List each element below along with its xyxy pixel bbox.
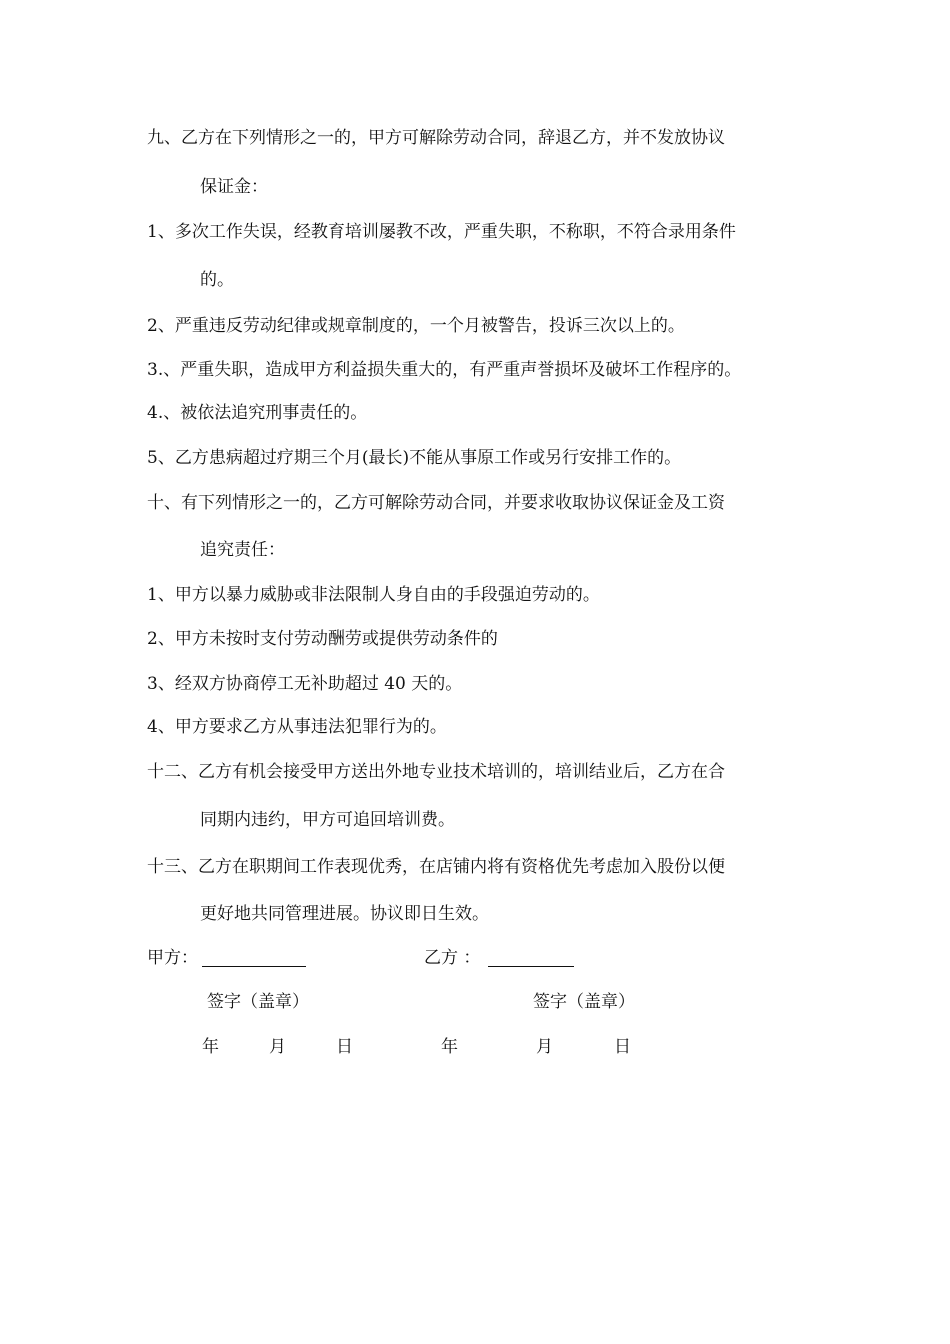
party-a-signature-line <box>202 948 306 967</box>
clause-9-item-2: 2、严重违反劳动纪律或规章制度的，一个月被警告，投诉三次以上的。 <box>147 316 685 336</box>
party-a-label: 甲方： <box>147 948 198 968</box>
party-b-signature-line <box>488 948 574 967</box>
clause-10-item-3: 3、经双方协商停工无补助超过 40 天的。 <box>147 674 463 694</box>
clause-9-line-2: 保证金： <box>200 177 268 197</box>
party-a-month-label: 月 <box>269 1037 286 1057</box>
party-a-sign-seal-label: 签字（盖章） <box>207 992 309 1012</box>
clause-10-item-2: 2、甲方未按时支付劳动酬劳或提供劳动条件的 <box>147 629 498 649</box>
clause-10-line-2: 追究责任： <box>200 540 285 560</box>
clause-9-item-4: 4.、被依法追究刑事责任的。 <box>147 403 368 423</box>
party-b-day-label: 日 <box>614 1037 631 1057</box>
clause-9-item-3: 3.、严重失职，造成甲方利益损失重大的，有严重声誉损坏及破坏工作程序的。 <box>147 360 742 380</box>
clause-10-item-1: 1、甲方以暴力威胁或非法限制人身自由的手段强迫劳动的。 <box>147 585 600 605</box>
clause-13-line-1: 十三、乙方在职期间工作表现优秀，在店铺内将有资格优先考虑加入股份以便 <box>147 857 725 877</box>
clause-9-item-1-line-2: 的。 <box>200 270 234 290</box>
clause-9-line-1: 九、乙方在下列情形之一的，甲方可解除劳动合同，辞退乙方，并不发放协议 <box>147 128 725 148</box>
clause-12-line-1: 十二、乙方有机会接受甲方送出外地专业技术培训的，培训结业后，乙方在合 <box>147 762 725 782</box>
party-a-year-label: 年 <box>202 1037 219 1057</box>
party-b-month-label: 月 <box>536 1037 553 1057</box>
party-a-day-label: 日 <box>336 1037 353 1057</box>
party-b-year-label: 年 <box>441 1037 458 1057</box>
clause-9-item-5: 5、乙方患病超过疗期三个月(最长)不能从事原工作或另行安排工作的。 <box>147 448 682 468</box>
clause-12-line-2: 同期内违约，甲方可追回培训费。 <box>200 810 455 830</box>
clause-13-line-2: 更好地共同管理进展。协议即日生效。 <box>200 904 489 924</box>
clause-9-item-1-line-1: 1、多次工作失误，经教育培训屡教不改，严重失职，不称职，不符合录用条件 <box>147 222 736 242</box>
party-b-label: 乙方 ： <box>424 948 481 968</box>
party-b-sign-seal-label: 签字（盖章） <box>533 992 635 1012</box>
clause-10-item-4: 4、甲方要求乙方从事违法犯罪行为的。 <box>147 717 447 737</box>
clause-10-line-1: 十、有下列情形之一的，乙方可解除劳动合同，并要求收取协议保证金及工资 <box>147 493 725 513</box>
